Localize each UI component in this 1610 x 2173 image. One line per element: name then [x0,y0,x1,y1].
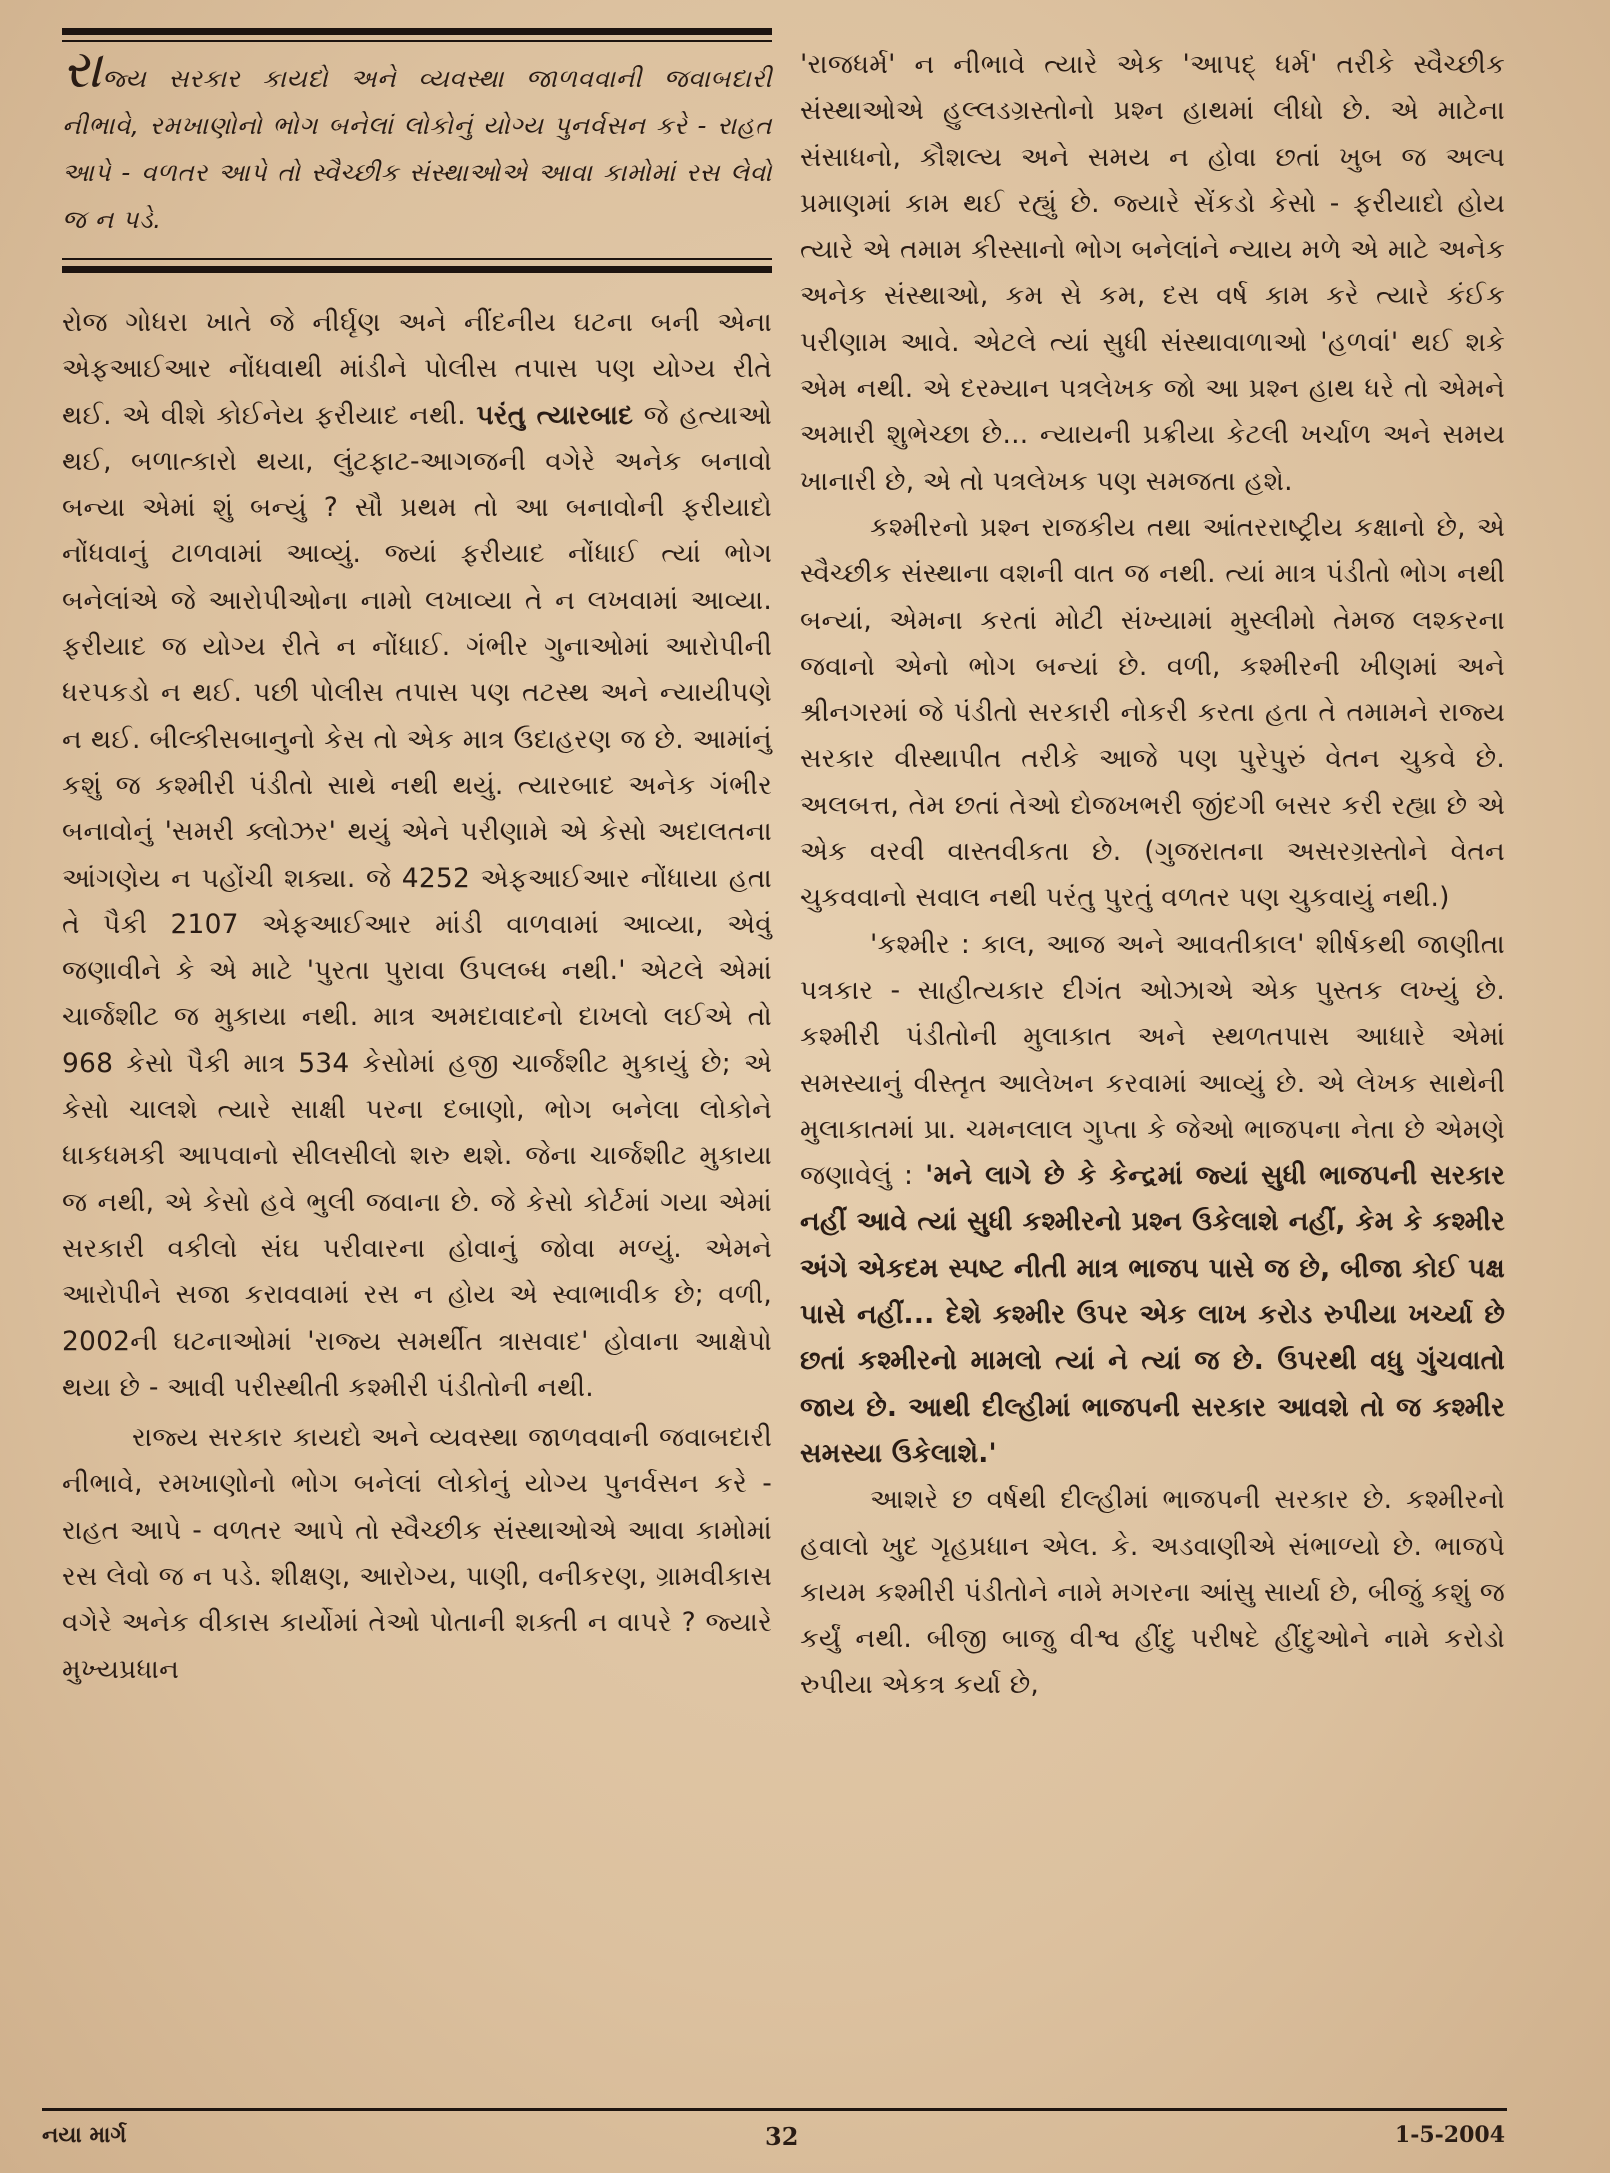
footer-publication: નયા માર્ગ [42,2122,127,2148]
left-p1-text: રોજ ગોધરા ખાતે જે નીર્ઘૃણ અને નીંદનીય ઘટના બની એના એફઆઈઆર નોંધવાથી માંડીને પોલીસ તપાસ પણ યોગ્ય રીતે થઈ. એ વીશે કોઈનેય ફરીયાદ નથી. [62,307,772,431]
left-paragraph-2: રાજ્ય સરકાર કાયદો અને વ્યવસ્થા જાળવવાની જવાબદારી નીભાવે, રમખાણોનો ભોગ બનેલાં લોકોનું યોગ્ય પુનર્વસન કરે - રાહત આપે - વળતર આપે તો સ્વૈચ્છીક સંસ્થાઓએ આવા કામોમાં રસ લેવો જ ન પડે. શીક્ષણ, આરોગ્ય, પાણી, વનીકરણ, ગ્રામવીકાસ વગેરે અનેક વીકાસ કાર્યોમાં તેઓ પોતાની શક્તી ન વાપરે ? જ્યારે મુખ્યપ્રધાન [62,1422,772,1685]
left-paragraph-1 [62,300,772,1411]
left-column [62,300,772,1693]
pull-quote-text: જ્ય સરકાર કાયદો અને વ્યવસ્થા જાળવવાની જવાબદારી નીભાવે, રમખાણોનો ભોગ બનેલાં લોકોનું યોગ્ય પુનર્વસન કરે - રાહત આપે - વળતર આપે તો સ્વૈચ્છીક સંસ્થાઓએ આવા કામોમાં રસ લેવો જ ન પડે. [62,64,772,234]
callout-top-rule-thin [62,40,772,42]
right-paragraph-1: 'રાજધર્મ' ન નીભાવે ત્યારે એક 'આપદ્ ધર્મ' તરીકે સ્વૈચ્છીક સંસ્થાઓએ હુલ્લડગ્રસ્તોનો પ્રશ્ન હાથમાં લીધો છે. એ માટેના સંસાધનો, કૌશલ્ય અને સમય ન હોવા છતાં ખુબ જ અલ્પ પ્રમાણમાં કામ થઈ રહ્યું છે. જ્યારે સેંકડો કેસો - ફરીયાદો હોય ત્યારે એ તમામ કીસ્સાનો ભોગ બનેલાંને ન્યાય મળે એ માટે અનેક અનેક સંસ્થાઓ, કમ સે કમ, દસ વર્ષ કામ કરે ત્યારે કંઈક પરીણામ આવે. એટલે ત્યાં સુધી સંસ્થાવાળાઓ 'હળવાં' થઈ શકે એમ નથી. એ દરમ્યાન પત્રલેખક જો આ પ્રશ્ન હાથ ધરે તો એમને અમારી શુભેચ્છા છે... ન્યાયની પ્રક્રીયા કેટલી ખર્ચાળ અને સમય ખાનારી છે, એ તો પત્રલેખક પણ સમજતા હશે. [800,49,1505,497]
right-p3-text: 'કશ્મીર : કાલ, આજ અને આવતીકાલ' શીર્ષકથી જાણીતા પત્રકાર - સાહીત્યકાર દીગંત ઓઝાએ એક પુસ્તક લખ્યું છે. કશ્મીરી પંડીતોની મુલાકાત અને સ્થળતપાસ આધારે એમાં સમસ્યાનું વીસ્તૃત આલેખન કરવામાં આવ્યું છે. એ લેખક સાથેની મુલાકાતમાં પ્રા. ચમનલાલ ગુપ્તા કે જેઓ ભાજપના નેતા છે એમણે જણાવેલું : [800,928,1505,1192]
right-paragraph-4: આશરે છ વર્ષથી દીલ્હીમાં ભાજપની સરકાર છે. કશ્મીરનો હવાલો ખુદ ગૃહપ્રધાન એલ. કે. અડવાણીએ સંભાળ્યો છે. ભાજપે કાયમ કશ્મીરી પંડીતોને નામે મગરના આંસુ સાર્યા છે, બીજું કશું જ કર્યું નથી. બીજી બાજુ વીશ્વ હીંદુ પરીષદે હીંદુઓને નામે કરોડો રુપીયા એકત્ર કર્યા છે, [800,1484,1505,1701]
footer-rule [42,2108,1507,2111]
callout-bottom-rule-thin [62,258,772,260]
footer-date: 1-5-2004 [1394,2122,1505,2148]
pull-quote-lead-letter: રા [62,40,103,100]
left-p1-bold: પરંતુ ત્યારબાદ [476,399,634,431]
right-paragraph-2: કશ્મીરનો પ્રશ્ન રાજકીય તથા આંતરરાષ્ટ્રીય કક્ષાનો છે, એ સ્વૈચ્છીક સંસ્થાના વશની વાત જ નથી. ત્યાં માત્ર પંડીતો ભોગ નથી બન્યાં, એમના કરતાં મોટી સંખ્યામાં મુસ્લીમો તેમજ લશ્કરના જવાનો એનો ભોગ બન્યાં છે. વળી, કશ્મીરની ખીણમાં અને શ્રીનગરમાં જે પંડીતો સરકારી નોકરી કરતા હતા તે તમામને રાજ્ય સરકાર વીસ્થાપીત તરીકે આજે પણ પુરેપુરું વેતન ચુકવે છે. અલબત્ત, તેમ છતાં તેઓ દોજખભરી જીંદગી બસર કરી રહ્યા છે એ એક વરવી વાસ્તવીકતા છે. (ગુજરાતના અસરગ્રસ્તોને વેતન ચુકવવાનો સવાલ નથી પરંતુ પુરતું વળતર પણ ચુકવાયું નથી.) [800,511,1505,914]
pull-quote [62,40,772,243]
left-p1-rest: જે હત્યાઓ થઈ, બળાત્કારો થયા, લુંટફાટ-આગજની વગેરે અનેક બનાવો બન્યા એમાં શું બન્યું ? સૌ પ્રથમ તો આ બનાવોની ફરીયાદો નોંધવાનું ટાળવામાં આવ્યું. જ્યાં ફરીયાદ નોંધાઈ ત્યાં ભોગ બનેલાંએ જે આરોપીઓના નામો લખાવ્યા તે ન લખવામાં આવ્યા. ફરીયાદ જ યોગ્ય રીતે ન નોંધાઈ. ગંભીર ગુનાઓમાં આરોપીની ધરપકડો ન થઈ. પછી પોલીસ તપાસ પણ તટસ્થ અને ન્યાયીપણે ન થઈ. બીલ્કીસબાનુનો કેસ તો એક માત્ર ઉદાહરણ જ છે. આમાંનું કશું જ કશ્મીરી પંડીતો સાથે નથી થયું. ત્યારબાદ અનેક ગંભીર બનાવોનું 'સમરી ક્લોઝર' થયું એને પરીણામે એ કેસો અદાલતના આંગણેય ન પહોંચી શક્યા. જે 4252 એફઆઈઆર નોંધાયા હતા તે પૈકી 2107 એફઆઈઆર માંડી વાળવામાં આવ્યા, એવું જણાવીને કે એ માટે 'પુરતા પુરાવા ઉપલબ્ધ નથી.' એટલે એમાં ચાર્જશીટ જ મુકાયા નથી. માત્ર અમદાવાદનો દાખલો લઈએ તો 968 કેસો પૈકી માત્ર 534 કેસોમાં હજી ચાર્જશીટ મુકાયું છે; એ કેસો ચાલશે ત્યારે સાક્ષી પરના દબાણો, ભોગ બનેલા લોકોને ધાકધમકી આપવાનો સીલસીલો શરુ થશે. જેના ચાર્જશીટ મુકાયા જ નથી, એ કેસો હવે ભુલી જવાના છે. જે કેસો કોર્ટમાં ગયા એમાં સરકારી વકીલો સંઘ પરીવારના હોવાનું જોવા મળ્યું. એમને આરોપીને સજા કરાવવામાં રસ ન હોય એ સ્વાભાવીક છે; વળી, 2002ની ઘટનાઓમાં 'રાજ્ય સમર્થીત ત્રાસવાદ' હોવાના આક્ષેપો થયા છે - આવી પરીસ્થીતી કશ્મીરી પંડીતોની નથી. [62,399,772,1403]
right-p3-quote: 'મને લાગે છે કે કેન્દ્રમાં જ્યાં સુધી ભાજપની સરકાર નહીં આવે ત્યાં સુધી કશ્મીરનો પ્રશ્ન ઉકેલાશે નહીં, કેમ કે કશ્મીર અંગે એકદમ સ્પષ્ટ નીતી માત્ર ભાજપ પાસે જ છે, બીજા કોઈ પક્ષ પાસે નહીં... દેશે કશ્મીર ઉપર એક લાખ કરોડ રુપીયા ખર્ચ્યા છે છતાં કશ્મીરનો મામલો ત્યાં ને ત્યાં જ છે. ઉપરથી વધુ ગુંચવાતો જાય છે. આથી દીલ્હીમાં ભાજપની સરકાર આવશે તો જ કશ્મીર સમસ્યા ઉકેલાશે.' [800,1160,1505,1469]
callout-top-rule [62,28,772,35]
callout-bottom-rule [62,266,772,273]
footer-page-number: 32 [765,2122,799,2151]
right-column [800,42,1505,1709]
right-paragraph-3 [800,922,1505,1478]
